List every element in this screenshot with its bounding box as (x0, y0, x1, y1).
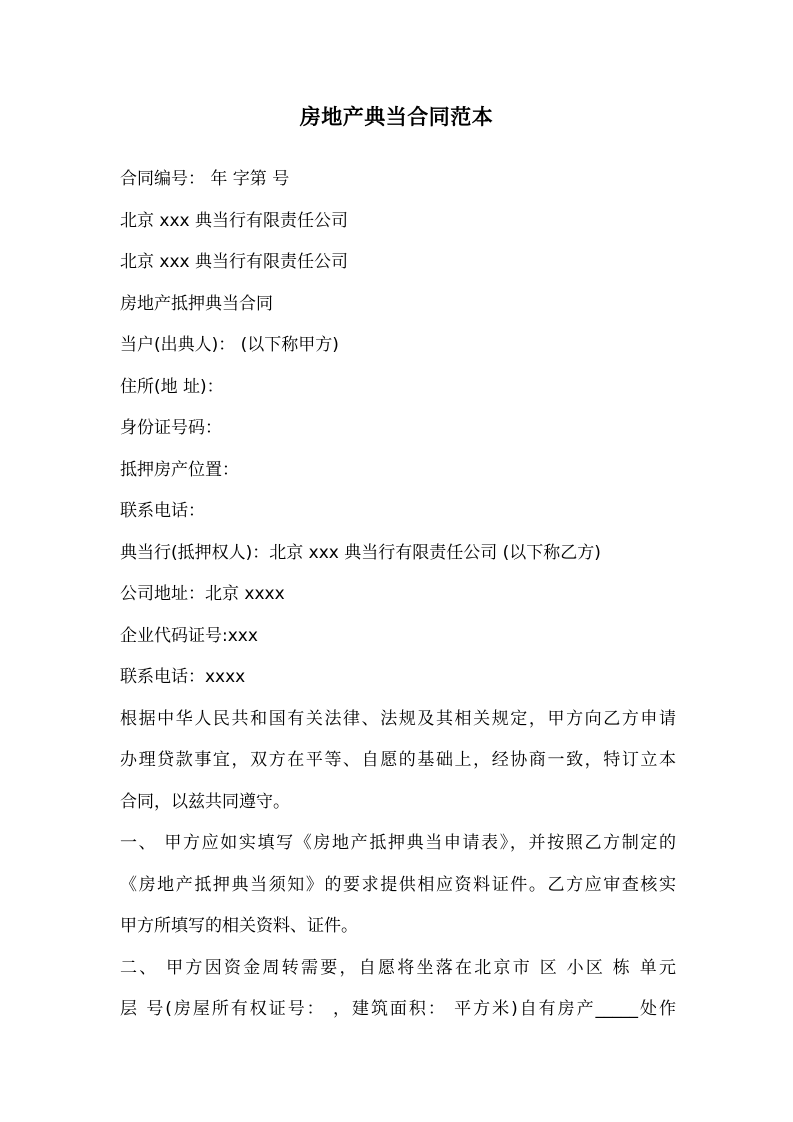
address-line: 住所(地 址)： (120, 376, 224, 397)
document-title: 房地产典当合同范本 (299, 105, 494, 129)
clause-two-line-1: 二、 甲方因资金周转需要，自愿将坐落在北京市 区 小区 栋 单元 (120, 957, 676, 978)
paragraph-intro-line-2: 办理贷款事宜，双方在平等、自愿的基础上，经协商一致，特订立本 (120, 750, 676, 770)
property-location-line: 抵押房产位置： (120, 459, 239, 480)
clause-one-line-3: 甲方所填写的相关资料、证件。 (120, 916, 358, 936)
contract-number-line: 合同编号： 年 字第 号 (120, 169, 290, 189)
clause-one-line-1: 一、 甲方应如实填写《房地产抵押典当申请表》，并按照乙方制定的 (120, 833, 676, 853)
document-body (120, 159, 676, 1031)
party-a-line: 当户(出典人)： (以下称甲方) (120, 335, 339, 355)
company-name-line-1: 北京 xxx 典当行有限责任公司 (120, 210, 348, 231)
contract-type-line: 房地产抵押典当合同 (120, 293, 273, 314)
phone-line-party-b: 联系电话：xxxx (120, 667, 246, 687)
paragraph-intro-line-3: 合同，以兹共同遵守。 (120, 791, 290, 812)
party-b-line: 典当行(抵押权人)：北京 xxx 典当行有限责任公司 (以下称乙方) (120, 542, 601, 563)
enterprise-code-line: 企业代码证号:xxx (120, 625, 258, 646)
clause-one-line-2: 《房地产抵押典当须知》的要求提供相应资料证件。乙方应审查核实 (120, 874, 676, 895)
clause-two-line-2: 层 号(房屋所有权证号： ，建筑面积： 平方米)自有房产_____处作 (120, 999, 676, 1019)
phone-line-party-a: 联系电话： (120, 501, 205, 521)
id-number-line: 身份证号码： (120, 418, 222, 438)
company-name-line-2: 北京 xxx 典当行有限责任公司 (120, 252, 348, 272)
company-address-line: 公司地址：北京 xxxx (120, 584, 285, 604)
paragraph-intro-line-1: 根据中华人民共和国有关法律、法规及其相关规定，甲方向乙方申请 (120, 708, 676, 729)
